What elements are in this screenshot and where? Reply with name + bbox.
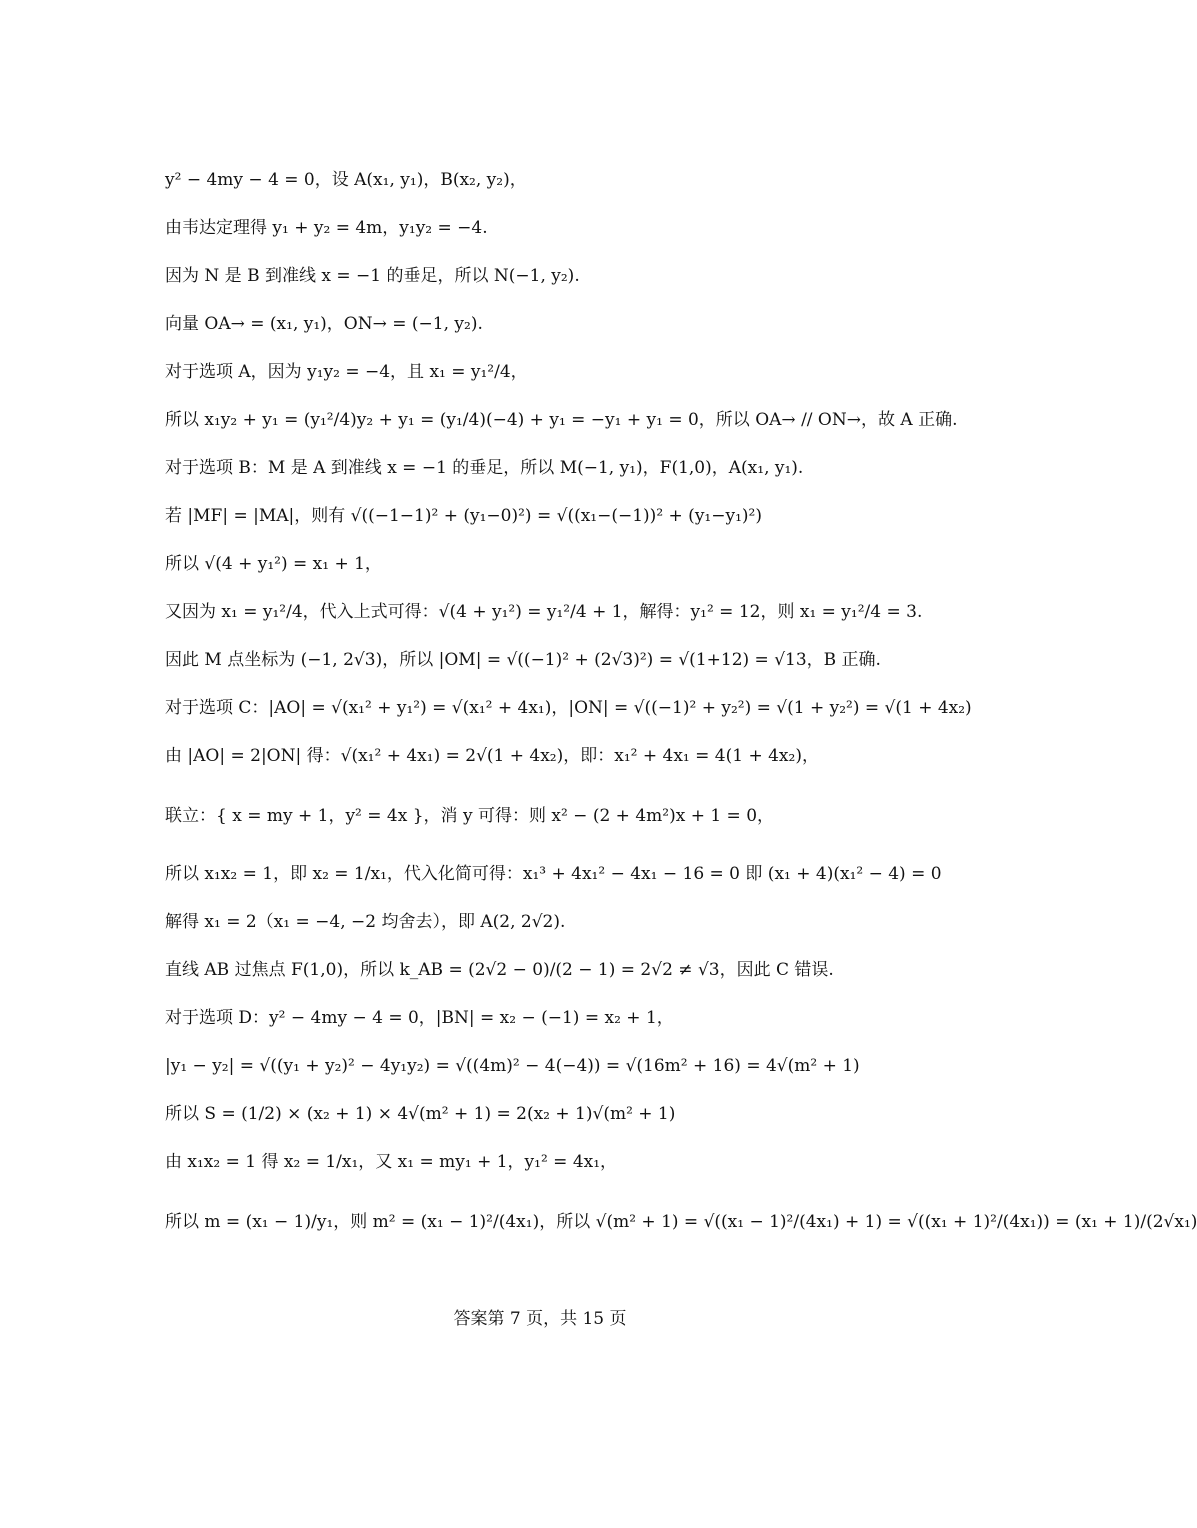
text-line: 所以 x₁y₂ + y₁ = (y₁²/4)y₂ + y₁ = (y₁/4)(−4) + y₁ = −y₁ + y₁ = 0，所以 OA→ // ON→，故 A 正确. [165, 410, 958, 430]
text-line: 因此 M 点坐标为 (−1, 2√3)，所以 |OM| = √((−1)² + (2√3)²) = √(1+12) = √13，B 正确. [165, 650, 881, 670]
text-line: 因为 N 是 B 到准线 x = −1 的垂足，所以 N(−1, y₂). [165, 266, 580, 286]
text-line: 又因为 x₁ = y₁²/4，代入上式可得：√(4 + y₁²) = y₁²/4 + 1，解得：y₁² = 12，则 x₁ = y₁²/4 = 3. [165, 602, 923, 622]
text-line: 所以 S = (1/2) × (x₂ + 1) × 4√(m² + 1) = 2(x₂ + 1)√(m² + 1) [165, 1104, 676, 1124]
text-line: 由韦达定理得 y₁ + y₂ = 4m，y₁y₂ = −4. [165, 218, 488, 238]
text-line: 向量 OA→ = (x₁, y₁)，ON→ = (−1, y₂). [165, 314, 483, 334]
text-line: |y₁ − y₂| = √((y₁ + y₂)² − 4y₁y₂) = √((4m)² − 4(−4)) = √(16m² + 16) = 4√(m² + 1) [165, 1056, 860, 1076]
text-line: 所以 x₁x₂ = 1，即 x₂ = 1/x₁，代入化简可得：x₁³ + 4x₁² − 4x₁ − 16 = 0 即 (x₁ + 4)(x₁² − 4) = 0 [165, 864, 942, 884]
text-line: y² − 4my − 4 = 0，设 A(x₁, y₁)，B(x₂, y₂)， [165, 170, 527, 190]
text-line: 对于选项 D：y² − 4my − 4 = 0，|BN| = x₂ − (−1) = x₂ + 1， [165, 1008, 674, 1028]
text-line: 所以 m = (x₁ − 1)/y₁，则 m² = (x₁ − 1)²/(4x₁)，所以 √(m² + 1) = √((x₁ − 1)²/(4x₁) + 1) = √((x₁ + 1)²/(4x₁)) = (x₁ + 1)/(2√x₁) [165, 1212, 1197, 1232]
text-line: 解得 x₁ = 2（x₁ = −4, −2 均舍去），即 A(2, 2√2). [165, 912, 566, 932]
text-line: 由 x₁x₂ = 1 得 x₂ = 1/x₁，又 x₁ = my₁ + 1，y₁² = 4x₁， [165, 1152, 618, 1172]
text-line: 对于选项 B：M 是 A 到准线 x = −1 的垂足，所以 M(−1, y₁)，F(1,0)，A(x₁, y₁). [165, 458, 804, 478]
text-line: 所以 √(4 + y₁²) = x₁ + 1， [165, 554, 382, 574]
text-line: 若 |MF| = |MA|，则有 √((−1−1)² + (y₁−0)²) = √((x₁−(−1))² + (y₁−y₁)²) [165, 506, 762, 526]
text-line: 直线 AB 过焦点 F(1,0)，所以 k_AB = (2√2 − 0)/(2 − 1) = 2√2 ≠ √3，因此 C 错误. [165, 960, 834, 980]
text-line: 对于选项 C：|AO| = √(x₁² + y₁²) = √(x₁² + 4x₁)，|ON| = √((−1)² + y₂²) = √(1 + y₂²) = √(1 + 4x₂) [165, 698, 972, 718]
text-line: 对于选项 A，因为 y₁y₂ = −4，且 x₁ = y₁²/4， [165, 362, 528, 382]
text-line: 联立：{ x = my + 1，y² = 4x }，消 y 可得：则 x² − (2 + 4m²)x + 1 = 0， [165, 806, 775, 826]
page-footer: 答案第 7 页，共 15 页 [453, 1309, 627, 1329]
text-line: 由 |AO| = 2|ON| 得：√(x₁² + 4x₁) = 2√(1 + 4x₂)，即：x₁² + 4x₁ = 4(1 + 4x₂)， [165, 746, 819, 766]
